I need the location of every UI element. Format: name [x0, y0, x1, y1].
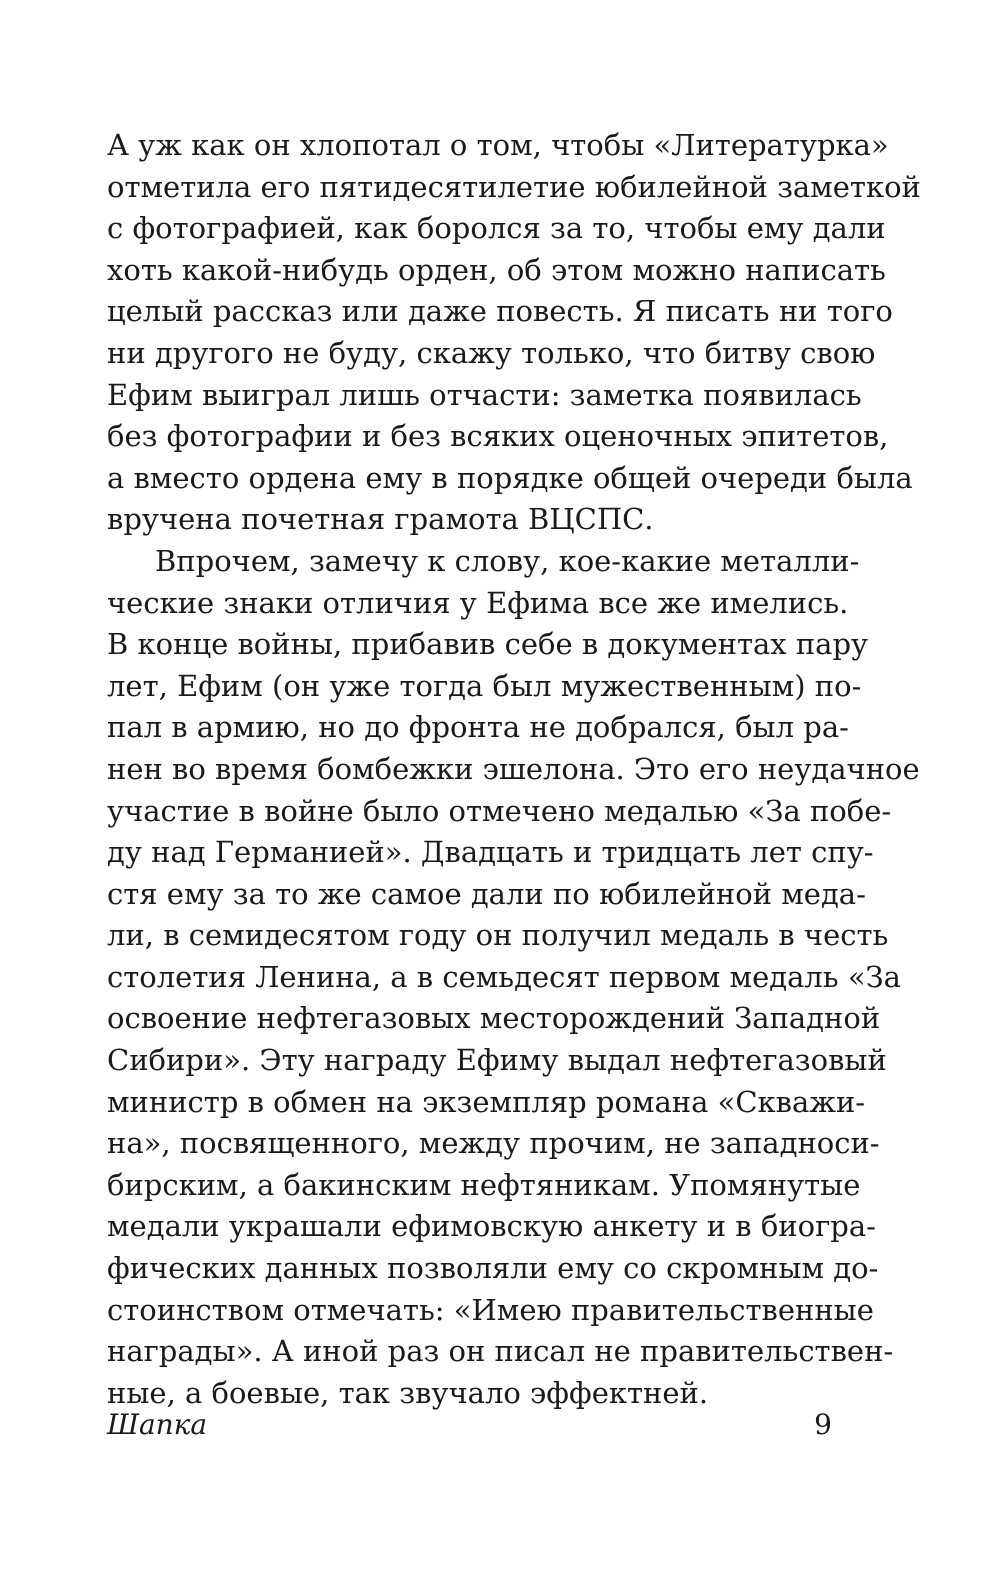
- text-line: без фотографии и без всяких оценочных эпитетов,: [107, 419, 889, 454]
- text-line: фических данных позволяли ему со скромным до-: [107, 1251, 879, 1286]
- running-title: Шапка: [107, 1408, 208, 1441]
- text-line: А уж как он хлопотал о том, чтобы «Литературка»: [107, 128, 889, 162]
- text-line: стоинством отмечать: «Имею правительственные: [107, 1292, 874, 1327]
- text-line: ду над Германией». Двадцать и тридцать лет спу-: [107, 835, 874, 870]
- page-number: 9: [814, 1408, 832, 1441]
- text-line: награды». А иной раз он писал не правительствен-: [107, 1334, 894, 1369]
- text-line: стя ему за то же самое дали по юбилейной меда-: [107, 876, 866, 911]
- text-line: лет, Ефим (он уже тогда был мужественным) по-: [107, 668, 862, 703]
- text-line: министр в обмен на экземпляр романа «Скважи-: [107, 1084, 866, 1119]
- text-line: нен во время бомбежки эшелона. Это его неудачное: [107, 751, 920, 786]
- text-line: а вместо ордена ему в порядке общей очереди была: [107, 460, 913, 495]
- paragraph: [107, 125, 921, 541]
- text-line: пал в армию, но до фронта не добрался, был ра-: [107, 710, 849, 745]
- text-line: ни другого не буду, скажу только, что битву свою: [107, 335, 876, 370]
- text-line: освоение нефтегазовых месторождений Западной: [107, 1001, 881, 1036]
- text-line: хоть какой-нибудь орден, об этом можно написать: [107, 252, 886, 287]
- text-line: В конце войны, прибавив себе в документах пару: [107, 627, 869, 662]
- text-line: вручена почетная грамота ВЦСПС.: [107, 502, 654, 537]
- text-line: столетия Ленина, а в семьдесят первом медаль «За: [107, 959, 901, 994]
- text-line: Сибири». Эту награду Ефиму выдал нефтегазовый: [107, 1043, 887, 1078]
- text-line: на», посвященного, между прочим, не западноси-: [107, 1126, 880, 1161]
- text-line: с фотографией, как боролся за то, чтобы ему дали: [107, 211, 886, 246]
- text-line: ческие знаки отличия у Ефима все же имелись.: [107, 585, 849, 620]
- text-line: ли, в семидесятом году он получил медаль в честь: [107, 918, 889, 953]
- text-line: целый рассказ или даже повесть. Я писать ни того: [107, 294, 893, 329]
- text-line: бирским, а бакинским нефтяникам. Упомянутые: [107, 1167, 861, 1202]
- text-line: Впрочем, замечу к слову, кое-какие металли-: [155, 543, 860, 578]
- body-text: [107, 125, 921, 1414]
- text-line: Ефим выиграл лишь отчасти: заметка появилась: [107, 377, 862, 412]
- text-line: участие в войне было отмечено медалью «За побе-: [107, 793, 892, 828]
- text-line: отметила его пятидесятилетие юбилейной заметкой: [107, 169, 921, 204]
- text-line: ные, а боевые, так звучало эффектней.: [107, 1375, 709, 1410]
- text-line: медали украшали ефимовскую анкету и в биогра-: [107, 1209, 876, 1244]
- paragraph: [107, 541, 920, 1414]
